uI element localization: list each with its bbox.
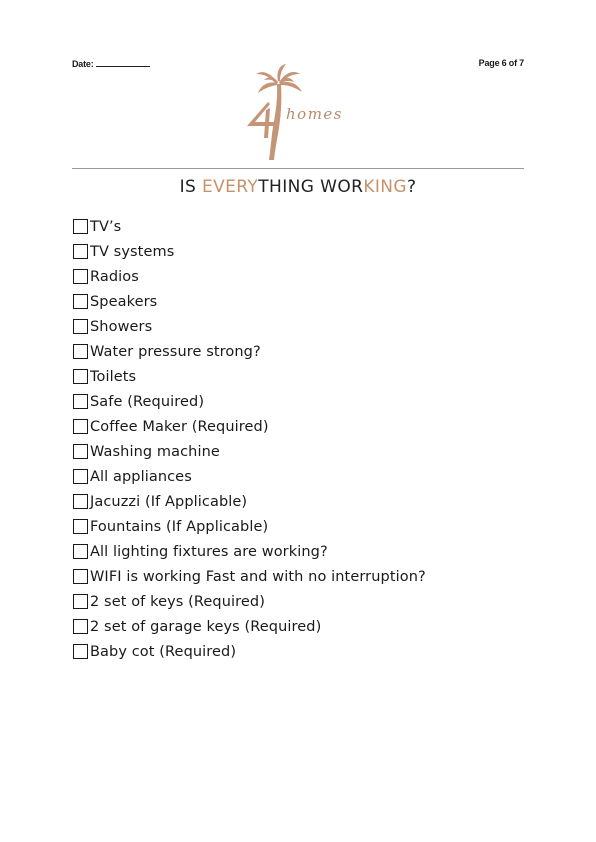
checkbox[interactable] — [73, 494, 88, 509]
checkbox[interactable] — [73, 394, 88, 409]
checkbox[interactable] — [73, 569, 88, 584]
checklist-item — [73, 264, 426, 289]
checkbox[interactable] — [73, 369, 88, 384]
checklist-item — [73, 589, 426, 614]
checklist-item-label: Coffee Maker (Required) — [90, 418, 269, 435]
checkbox[interactable] — [73, 444, 88, 459]
checkbox[interactable] — [73, 419, 88, 434]
checkbox[interactable] — [73, 344, 88, 359]
date-field — [72, 58, 150, 69]
checklist — [73, 214, 426, 664]
logo-text: homes — [286, 105, 343, 123]
checklist-item — [73, 564, 426, 589]
checkbox[interactable] — [73, 244, 88, 259]
title-part-accent: EVERY — [202, 177, 259, 197]
checklist-item — [73, 389, 426, 414]
date-line — [96, 58, 150, 67]
checklist-item-label: All appliances — [90, 468, 192, 485]
checklist-item-label: Baby cot (Required) — [90, 643, 237, 660]
checkbox[interactable] — [73, 319, 88, 334]
checklist-item-label: 2 set of garage keys (Required) — [90, 618, 322, 635]
checkbox[interactable] — [73, 544, 88, 559]
checklist-item-label: Radios — [90, 268, 139, 285]
checklist-item — [73, 464, 426, 489]
title-part: THING WOR — [258, 177, 364, 197]
checklist-item-label: Toilets — [90, 368, 137, 385]
checkbox[interactable] — [73, 594, 88, 609]
checklist-item-label: TV systems — [90, 243, 175, 260]
checklist-item — [73, 239, 426, 264]
checklist-item — [73, 439, 426, 464]
checkbox[interactable] — [73, 469, 88, 484]
date-label: Date: — [72, 59, 94, 69]
checklist-item-label: Jacuzzi (If Applicable) — [90, 493, 248, 510]
checklist-item — [73, 614, 426, 639]
checkbox[interactable] — [73, 619, 88, 634]
checklist-item-label: Showers — [90, 318, 153, 335]
checklist-item-label: Safe (Required) — [90, 393, 205, 410]
checklist-item — [73, 539, 426, 564]
checklist-item — [73, 214, 426, 239]
title-part: IS — [179, 177, 202, 197]
checklist-item — [73, 514, 426, 539]
checkbox[interactable] — [73, 644, 88, 659]
checklist-item-label: Water pressure strong? — [90, 343, 261, 360]
checklist-item — [73, 364, 426, 389]
checklist-item-label: WIFI is working Fast and with no interruption? — [90, 568, 426, 585]
title-part-accent: KING — [363, 177, 407, 197]
title-part: ? — [406, 177, 417, 197]
checkbox[interactable] — [73, 219, 88, 234]
checklist-item-label: Fountains (If Applicable) — [90, 518, 269, 535]
checkbox[interactable] — [73, 519, 88, 534]
page-title — [0, 177, 596, 197]
checklist-item — [73, 414, 426, 439]
checklist-item-label: All lighting fixtures are working? — [90, 543, 328, 560]
checklist-item — [73, 639, 426, 664]
checklist-item-label: TV’s — [90, 218, 122, 235]
checklist-item — [73, 489, 426, 514]
page-number: Page 6 of 7 — [478, 58, 524, 68]
checklist-item — [73, 289, 426, 314]
checklist-item — [73, 339, 426, 364]
divider — [72, 168, 524, 169]
checklist-item — [73, 314, 426, 339]
checklist-item-label: Washing machine — [90, 443, 220, 460]
checklist-item-label: 2 set of keys (Required) — [90, 593, 265, 610]
checkbox[interactable] — [73, 294, 88, 309]
checklist-item-label: Speakers — [90, 293, 158, 310]
logo — [244, 64, 360, 162]
checkbox[interactable] — [73, 269, 88, 284]
